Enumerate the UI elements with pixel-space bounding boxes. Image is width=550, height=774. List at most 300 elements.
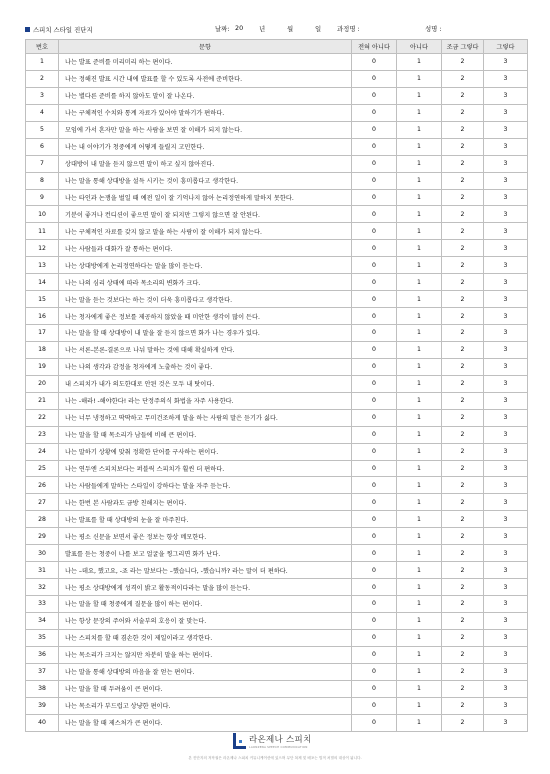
score-option[interactable]: 1 (397, 494, 442, 511)
score-option[interactable]: 1 (397, 646, 442, 663)
score-option[interactable]: 3 (484, 426, 528, 443)
score-option[interactable]: 1 (397, 189, 442, 206)
score-option[interactable]: 1 (397, 172, 442, 189)
title-square-icon (25, 27, 30, 32)
question-text: 나는 말을 할 때 두려움이 큰 편이다. (59, 680, 352, 697)
score-option[interactable]: 0 (352, 172, 397, 189)
year-prefix: 20 (235, 24, 244, 32)
question-text: 나는 말을 통해 상대방을 설득 시키는 것이 흥미롭다고 생각한다. (59, 172, 352, 189)
score-option[interactable]: 0 (352, 409, 397, 426)
col-header-question: 문항 (59, 40, 352, 54)
score-option[interactable]: 0 (352, 274, 397, 291)
score-option[interactable]: 1 (397, 477, 442, 494)
score-option[interactable]: 3 (484, 697, 528, 714)
score-option[interactable]: 0 (352, 341, 397, 358)
table-row (26, 443, 528, 460)
table-row (26, 477, 528, 494)
question-text: 나는 구체적인 수치와 통계 자료가 있어야 말하기가 편하다. (59, 104, 352, 121)
score-option[interactable]: 3 (484, 358, 528, 375)
score-option[interactable]: 1 (397, 104, 442, 121)
score-option[interactable]: 3 (484, 528, 528, 545)
score-option[interactable]: 0 (352, 138, 397, 155)
question-number: 36 (26, 646, 59, 663)
question-number: 33 (26, 596, 59, 613)
score-option[interactable]: 3 (484, 460, 528, 477)
score-option[interactable]: 1 (397, 426, 442, 443)
score-option[interactable]: 2 (442, 562, 484, 579)
score-option[interactable]: 2 (442, 663, 484, 680)
question-number: 38 (26, 680, 59, 697)
question-text: 모임에 가서 혼자만 말을 하는 사람을 보면 잘 이해가 되지 않는다. (59, 121, 352, 138)
score-option[interactable]: 1 (397, 240, 442, 257)
question-number: 26 (26, 477, 59, 494)
table-row (26, 138, 528, 155)
col-header-yes: 그렇다 (484, 40, 528, 54)
score-option[interactable]: 3 (484, 646, 528, 663)
score-option[interactable]: 2 (442, 87, 484, 104)
question-text: 나는 목소리가 부드럽고 상냥한 편이다. (59, 697, 352, 714)
table-row (26, 308, 528, 325)
score-option[interactable]: 2 (442, 528, 484, 545)
score-option[interactable]: 1 (397, 528, 442, 545)
score-option[interactable]: 3 (484, 155, 528, 172)
question-text: 나는 연두엔 스피치보다는 퍼블릭 스피치가 훨씬 더 편하다. (59, 460, 352, 477)
score-option[interactable]: 1 (397, 511, 442, 528)
question-text: 나는 말을 듣는 것보다는 하는 것이 더욱 흥미롭다고 생각한다. (59, 291, 352, 308)
score-option[interactable]: 2 (442, 358, 484, 375)
question-text: 나는 사람들에게 말하는 스타일이 강하다는 말을 자주 듣는다. (59, 477, 352, 494)
question-number: 3 (26, 87, 59, 104)
col-header-no: 아니다 (397, 40, 442, 54)
score-option[interactable]: 2 (442, 714, 484, 731)
table-row (26, 54, 528, 71)
question-number: 35 (26, 629, 59, 646)
table-row (26, 121, 528, 138)
question-number: 9 (26, 189, 59, 206)
table-row (26, 87, 528, 104)
question-number: 16 (26, 308, 59, 325)
score-option[interactable]: 0 (352, 545, 397, 562)
table-row (26, 257, 528, 274)
score-option[interactable]: 0 (352, 87, 397, 104)
table-row (26, 579, 528, 596)
score-option[interactable]: 3 (484, 663, 528, 680)
score-option[interactable]: 1 (397, 206, 442, 223)
table-row (26, 325, 528, 342)
score-option[interactable]: 1 (397, 308, 442, 325)
col-header-somewhat: 조금 그렇다 (442, 40, 484, 54)
score-option[interactable]: 0 (352, 104, 397, 121)
question-number: 5 (26, 121, 59, 138)
score-option[interactable]: 0 (352, 596, 397, 613)
question-text: 나는 상대방에게 논리정연하다는 말을 많이 듣는다. (59, 257, 352, 274)
score-option[interactable]: 1 (397, 257, 442, 274)
question-text: 나는 너무 냉정하고 딱딱하고 무미건조하게 말을 하는 사람의 말은 듣기가 싫다. (59, 409, 352, 426)
score-option[interactable]: 0 (352, 358, 397, 375)
score-option[interactable]: 3 (484, 274, 528, 291)
table-row (26, 240, 528, 257)
table-row (26, 680, 528, 697)
question-text: 나는 나의 심리 상태에 따라 목소리의 변화가 크다. (59, 274, 352, 291)
score-option[interactable]: 3 (484, 612, 528, 629)
question-text: 나는 목소리가 크지는 않지만 차분히 말을 하는 편이다. (59, 646, 352, 663)
score-option[interactable]: 0 (352, 70, 397, 87)
score-option[interactable]: 2 (442, 54, 484, 71)
table-row (26, 375, 528, 392)
question-number: 28 (26, 511, 59, 528)
question-number: 11 (26, 223, 59, 240)
question-number: 24 (26, 443, 59, 460)
score-option[interactable]: 1 (397, 155, 442, 172)
question-text: 내 스피치가 내가 의도한대로 안된 것은 모두 내 탓이다. (59, 375, 352, 392)
score-option[interactable]: 0 (352, 308, 397, 325)
question-text: 나는 말을 할 때 상대방이 내 말을 잘 듣지 않으면 화가 나는 경우가 있다. (59, 325, 352, 342)
question-text: 나는 구체적인 자료를 갖지 않고 말을 하는 사람이 잘 이해가 되지 않는다. (59, 223, 352, 240)
question-number: 6 (26, 138, 59, 155)
logo-tagline: LAONZENA SPEECH COMMUNICATION (249, 745, 308, 749)
score-option[interactable]: 1 (397, 460, 442, 477)
score-option[interactable]: 3 (484, 477, 528, 494)
score-option[interactable]: 3 (484, 121, 528, 138)
score-option[interactable]: 3 (484, 240, 528, 257)
question-number: 19 (26, 358, 59, 375)
score-option[interactable]: 0 (352, 375, 397, 392)
question-text: 기분이 좋거나 컨디션이 좋으면 말이 잘 되지만 그렇지 않으면 잘 안된다. (59, 206, 352, 223)
table-header-row (26, 40, 528, 54)
score-option[interactable]: 1 (397, 70, 442, 87)
score-option[interactable]: 2 (442, 257, 484, 274)
score-option[interactable]: 1 (397, 223, 442, 240)
score-option[interactable]: 1 (397, 443, 442, 460)
score-option[interactable]: 1 (397, 87, 442, 104)
score-option[interactable]: 2 (442, 646, 484, 663)
question-number: 31 (26, 562, 59, 579)
table-row (26, 104, 528, 121)
score-option[interactable]: 2 (442, 511, 484, 528)
question-number: 17 (26, 325, 59, 342)
question-text: 나는 -해라! -해야한다! 라는 단정주의식 화법을 자주 사용한다. (59, 392, 352, 409)
score-option[interactable]: 0 (352, 528, 397, 545)
question-number: 25 (26, 460, 59, 477)
score-option[interactable]: 0 (352, 646, 397, 663)
table-row (26, 189, 528, 206)
table-row (26, 596, 528, 613)
score-option[interactable]: 2 (442, 155, 484, 172)
month-unit: 월 (287, 25, 294, 33)
score-option[interactable]: 1 (397, 341, 442, 358)
score-option[interactable]: 2 (442, 375, 484, 392)
question-number: 15 (26, 291, 59, 308)
question-number: 32 (26, 579, 59, 596)
score-option[interactable]: 0 (352, 426, 397, 443)
score-option[interactable]: 2 (442, 70, 484, 87)
score-option[interactable]: 3 (484, 189, 528, 206)
score-option[interactable]: 0 (352, 477, 397, 494)
score-option[interactable]: 2 (442, 494, 484, 511)
col-header-number: 번호 (26, 40, 59, 54)
score-option[interactable]: 0 (352, 155, 397, 172)
question-text: 나는 내 이야기가 청중에게 어떻게 들릴지 고민한다. (59, 138, 352, 155)
score-option[interactable]: 1 (397, 545, 442, 562)
table-row (26, 612, 528, 629)
score-option[interactable]: 3 (484, 206, 528, 223)
question-number: 10 (26, 206, 59, 223)
question-text: 나는 평소 신문을 보면서 좋은 정보는 항상 메모한다. (59, 528, 352, 545)
score-option[interactable]: 3 (484, 87, 528, 104)
question-text: 나는 발표를 할 때 상대방의 눈을 잘 마주친다. (59, 511, 352, 528)
question-number: 4 (26, 104, 59, 121)
question-number: 12 (26, 240, 59, 257)
table-row (26, 629, 528, 646)
score-option[interactable]: 2 (442, 460, 484, 477)
score-option[interactable]: 2 (442, 680, 484, 697)
table-row (26, 646, 528, 663)
score-option[interactable]: 2 (442, 697, 484, 714)
score-option[interactable]: 2 (442, 291, 484, 308)
score-option[interactable]: 0 (352, 562, 397, 579)
score-option[interactable]: 2 (442, 341, 484, 358)
question-text: 나는 서론-본론-결론으로 나눠 말하는 것에 대해 확실하게 안다. (59, 341, 352, 358)
table-row (26, 663, 528, 680)
table-row (26, 358, 528, 375)
score-option[interactable]: 0 (352, 189, 397, 206)
score-option[interactable]: 2 (442, 189, 484, 206)
question-number: 2 (26, 70, 59, 87)
score-option[interactable]: 2 (442, 308, 484, 325)
score-option[interactable]: 2 (442, 121, 484, 138)
score-option[interactable]: 2 (442, 240, 484, 257)
table-row (26, 70, 528, 87)
name-label: 성명 : (425, 25, 442, 33)
score-option[interactable]: 3 (484, 629, 528, 646)
score-option[interactable]: 0 (352, 579, 397, 596)
survey-table (25, 39, 528, 732)
score-option[interactable]: 0 (352, 697, 397, 714)
score-option[interactable]: 0 (352, 460, 397, 477)
question-number: 34 (26, 612, 59, 629)
question-number: 21 (26, 392, 59, 409)
score-option[interactable]: 3 (484, 511, 528, 528)
table-row (26, 426, 528, 443)
page-title: 스피치 스타일 진단지 (33, 25, 93, 34)
score-option[interactable]: 2 (442, 104, 484, 121)
score-option[interactable]: 0 (352, 257, 397, 274)
score-option[interactable]: 1 (397, 596, 442, 613)
question-text: 나는 말하기 상황에 맞춰 정확한 단어를 구사하는 편이다. (59, 443, 352, 460)
question-number: 40 (26, 714, 59, 731)
score-option[interactable]: 1 (397, 121, 442, 138)
score-option[interactable]: 2 (442, 426, 484, 443)
table-row (26, 562, 528, 579)
score-option[interactable]: 2 (442, 629, 484, 646)
table-row (26, 274, 528, 291)
question-text: 나는 발표 준비를 미리미리 하는 편이다. (59, 54, 352, 71)
score-option[interactable]: 3 (484, 54, 528, 71)
score-option[interactable]: 2 (442, 274, 484, 291)
score-option[interactable]: 3 (484, 680, 528, 697)
score-option[interactable]: 1 (397, 375, 442, 392)
score-option[interactable]: 3 (484, 308, 528, 325)
table-body (26, 54, 528, 732)
date-label: 날짜: (215, 25, 230, 33)
question-text: 상대방이 내 말을 듣지 않으면 말이 하고 싶지 않아진다. (59, 155, 352, 172)
score-option[interactable]: 3 (484, 138, 528, 155)
score-option[interactable]: 3 (484, 341, 528, 358)
score-option[interactable]: 0 (352, 240, 397, 257)
question-text: 나는 평소 상대방에게 성격이 밝고 활동적이다라는 말을 많이 듣는다. (59, 579, 352, 596)
question-number: 39 (26, 697, 59, 714)
score-option[interactable]: 0 (352, 680, 397, 697)
question-number: 20 (26, 375, 59, 392)
score-option[interactable]: 2 (442, 545, 484, 562)
score-option[interactable]: 3 (484, 392, 528, 409)
score-option[interactable]: 1 (397, 714, 442, 731)
logo-name: 라온제나 스피치 (249, 735, 312, 745)
question-text: 나는 한번 본 사람과도 금방 친해지는 편이다. (59, 494, 352, 511)
score-option[interactable]: 2 (442, 409, 484, 426)
col-header-not-at-all: 전혀 아니다 (352, 40, 397, 54)
table-row (26, 155, 528, 172)
table-row (26, 697, 528, 714)
score-option[interactable]: 2 (442, 443, 484, 460)
logo-icon (233, 733, 246, 749)
question-text: 나는 타인과 논쟁을 벌일 때 예전 일이 잘 기억나지 않아 논리정연하게 말하지 못한다. (59, 189, 352, 206)
question-text: 나는 말을 통해 상대방의 마음을 잘 얻는 편이다. (59, 663, 352, 680)
score-option[interactable]: 0 (352, 325, 397, 342)
page-header (25, 22, 527, 36)
score-option[interactable]: 3 (484, 172, 528, 189)
score-option[interactable]: 1 (397, 680, 442, 697)
score-option[interactable]: 3 (484, 223, 528, 240)
score-option[interactable]: 0 (352, 629, 397, 646)
score-option[interactable]: 1 (397, 697, 442, 714)
question-text: 나는 말을 할 때 청중에게 질문을 많이 하는 편이다. (59, 596, 352, 613)
score-option[interactable]: 0 (352, 121, 397, 138)
table-row (26, 545, 528, 562)
year-unit: 년 (259, 25, 266, 33)
score-option[interactable]: 1 (397, 358, 442, 375)
score-option[interactable]: 2 (442, 596, 484, 613)
question-number: 29 (26, 528, 59, 545)
table-row (26, 172, 528, 189)
score-option[interactable]: 1 (397, 291, 442, 308)
table-row (26, 341, 528, 358)
question-text: 나는 말을 할 때 제스처가 큰 편이다. (59, 714, 352, 731)
score-option[interactable]: 1 (397, 629, 442, 646)
score-option[interactable]: 3 (484, 562, 528, 579)
score-option[interactable]: 2 (442, 325, 484, 342)
question-text: 나는 스피치를 할 때 겸손한 것이 제일이라고 생각한다. (59, 629, 352, 646)
score-option[interactable]: 0 (352, 54, 397, 71)
score-option[interactable]: 0 (352, 714, 397, 731)
score-option[interactable]: 1 (397, 392, 442, 409)
score-option[interactable]: 0 (352, 511, 397, 528)
score-option[interactable]: 0 (352, 663, 397, 680)
question-text: 나는 청자에게 좋은 정보를 제공하지 않았을 때 미안한 생각이 많이 든다. (59, 308, 352, 325)
question-number: 22 (26, 409, 59, 426)
score-option[interactable]: 1 (397, 274, 442, 291)
question-text: 나는 –데요, 했고요, -죠 라는 말보다는 –했습니다, -했습니까? 라는 말이 더 편하다. (59, 562, 352, 579)
question-number: 8 (26, 172, 59, 189)
score-option[interactable]: 3 (484, 596, 528, 613)
question-number: 7 (26, 155, 59, 172)
table-row (26, 206, 528, 223)
score-option[interactable]: 3 (484, 714, 528, 731)
score-option[interactable]: 3 (484, 325, 528, 342)
score-option[interactable]: 1 (397, 612, 442, 629)
score-option[interactable]: 3 (484, 257, 528, 274)
question-text: 나는 항상 문장의 주어와 서술부의 호응이 잘 맞는다. (59, 612, 352, 629)
score-option[interactable]: 1 (397, 138, 442, 155)
score-option[interactable]: 2 (442, 172, 484, 189)
score-option[interactable]: 2 (442, 206, 484, 223)
table-row (26, 409, 528, 426)
score-option[interactable]: 0 (352, 612, 397, 629)
score-option[interactable]: 2 (442, 392, 484, 409)
question-text: 나는 나의 생각과 감정을 청자에게 노출하는 것이 좋다. (59, 358, 352, 375)
score-option[interactable]: 3 (484, 494, 528, 511)
score-option[interactable]: 3 (484, 443, 528, 460)
score-option[interactable]: 3 (484, 545, 528, 562)
question-text: 나는 말을 할 때 목소리가 남들에 비해 큰 편이다. (59, 426, 352, 443)
question-number: 30 (26, 545, 59, 562)
table-row (26, 392, 528, 409)
question-text: 나는 정해진 발표 시간 내에 발표를 할 수 있도록 사전에 준비한다. (59, 70, 352, 87)
question-number: 18 (26, 341, 59, 358)
score-option[interactable]: 0 (352, 392, 397, 409)
score-option[interactable]: 3 (484, 579, 528, 596)
score-option[interactable]: 0 (352, 494, 397, 511)
score-option[interactable]: 2 (442, 138, 484, 155)
score-option[interactable]: 1 (397, 409, 442, 426)
score-option[interactable]: 1 (397, 663, 442, 680)
question-number: 1 (26, 54, 59, 71)
score-option[interactable]: 3 (484, 104, 528, 121)
table-row (26, 494, 528, 511)
footer-logo (233, 731, 333, 751)
score-option[interactable]: 0 (352, 206, 397, 223)
copyright-notice: 본 진단지의 저작권은 라온제나 스피치 커뮤니케이션에 있으며 무단 복제 및 배포는 법적 처벌의 대상이 됩니다. (188, 756, 362, 760)
table-row (26, 223, 528, 240)
score-option[interactable]: 3 (484, 409, 528, 426)
score-option[interactable]: 2 (442, 223, 484, 240)
question-number: 37 (26, 663, 59, 680)
score-option[interactable]: 3 (484, 70, 528, 87)
day-unit: 일 (315, 25, 322, 33)
table-row (26, 511, 528, 528)
question-number: 27 (26, 494, 59, 511)
question-text: 발표를 듣는 청중이 나를 보고 얼굴을 찡그리면 화가 난다. (59, 545, 352, 562)
score-option[interactable]: 2 (442, 477, 484, 494)
course-label: 과정명 : (337, 25, 360, 33)
score-option[interactable]: 3 (484, 375, 528, 392)
score-option[interactable]: 0 (352, 291, 397, 308)
score-option[interactable]: 1 (397, 54, 442, 71)
score-option[interactable]: 1 (397, 562, 442, 579)
score-option[interactable]: 0 (352, 443, 397, 460)
question-number: 23 (26, 426, 59, 443)
question-text: 나는 사람들과 대화가 잘 통하는 편이다. (59, 240, 352, 257)
table-row (26, 528, 528, 545)
score-option[interactable]: 2 (442, 579, 484, 596)
score-option[interactable]: 2 (442, 612, 484, 629)
table-row (26, 714, 528, 731)
score-option[interactable]: 0 (352, 223, 397, 240)
score-option[interactable]: 1 (397, 579, 442, 596)
question-number: 13 (26, 257, 59, 274)
score-option[interactable]: 3 (484, 291, 528, 308)
score-option[interactable]: 1 (397, 325, 442, 342)
